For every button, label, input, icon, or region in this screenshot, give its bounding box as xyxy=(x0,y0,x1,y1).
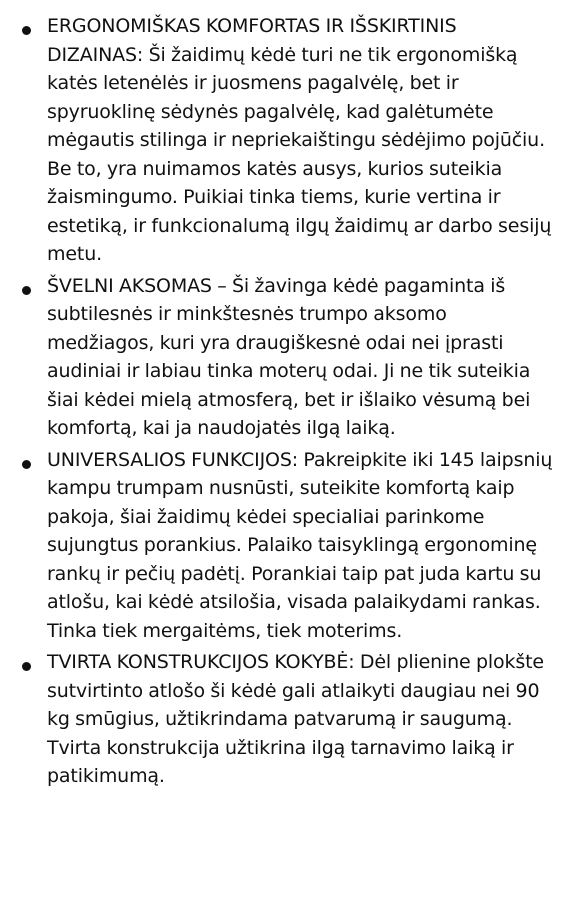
bullet-dot-icon xyxy=(22,662,31,671)
bullet-text: UNIVERSALIOS FUNKCIJOS: Pakreipkite iki 145 laipsnių kampu trumpam nusnūsti, suteikite komfortą kaip pakoja, šiai žaidimų kėdei specialiai parinkome sujungtus porankius. Palaiko taisyklingą ergonominę rankų ir pečių padėtį. Porankiai taip pat juda kartu su atlošu, kai kėdė atsilošia, visada palaikydami rankas. Tinka tiek mergaitėms, tiek moterims. xyxy=(47,448,553,642)
feature-bullet-ergonomic-comfort xyxy=(0,12,564,269)
bullet-text: TVIRTA KONSTRUKCIJOS KOKYBĖ: Dėl plienine plokšte sutvirtinto atlošo ši kėdė gali atlaikyti daugiau nei 90 kg smūgius, užtikrindama patvarumą ir saugumą. Tvirta konstrukcija užtikrina ilgą tarnavimo laiką ir patikimumą. xyxy=(47,651,544,787)
feature-bullet-sturdy-construction xyxy=(0,648,564,791)
feature-bullet-universal-functions xyxy=(0,446,564,646)
bullet-dot-icon xyxy=(22,460,31,469)
feature-bullet-list xyxy=(0,12,564,794)
bullet-text: ERGONOMIŠKAS KOMFORTAS IR IŠSKIRTINIS DIZAINAS: Ši žaidimų kėdė turi ne tik ergonomišką katės letenėlės ir juosmens pagalvėlę, bet ir spyruoklinę sėdynės pagalvėlę, kad galėtumėte mėgautis stilinga ir nepriekaištingu sėdėjimo pojūčiu. Be to, yra nuimamos katės ausys, kurios suteikia žaismingumo. Puikiai tinka tiems, kurie vertina ir estetiką, ir funkcionalumą ilgų žaidimų ar darbo sesijų metu. xyxy=(47,15,552,265)
feature-bullet-soft-velvet xyxy=(0,272,564,443)
bullet-dot-icon xyxy=(22,26,31,35)
bullet-text: ŠVELNI AKSOMAS – Ši žavinga kėdė pagaminta iš subtilesnės ir minkštesnės trumpo aksomo medžiagos, kuri yra draugiškesnė odai nei įprasti audiniai ir labiau tinka moterų odai. Ji ne tik suteikia šiai kėdei mielą atmosferą, bet ir išlaiko vėsumą bei komfortą, kai ja naudojatės ilgą laiką. xyxy=(47,274,531,439)
bullet-dot-icon xyxy=(22,286,31,295)
